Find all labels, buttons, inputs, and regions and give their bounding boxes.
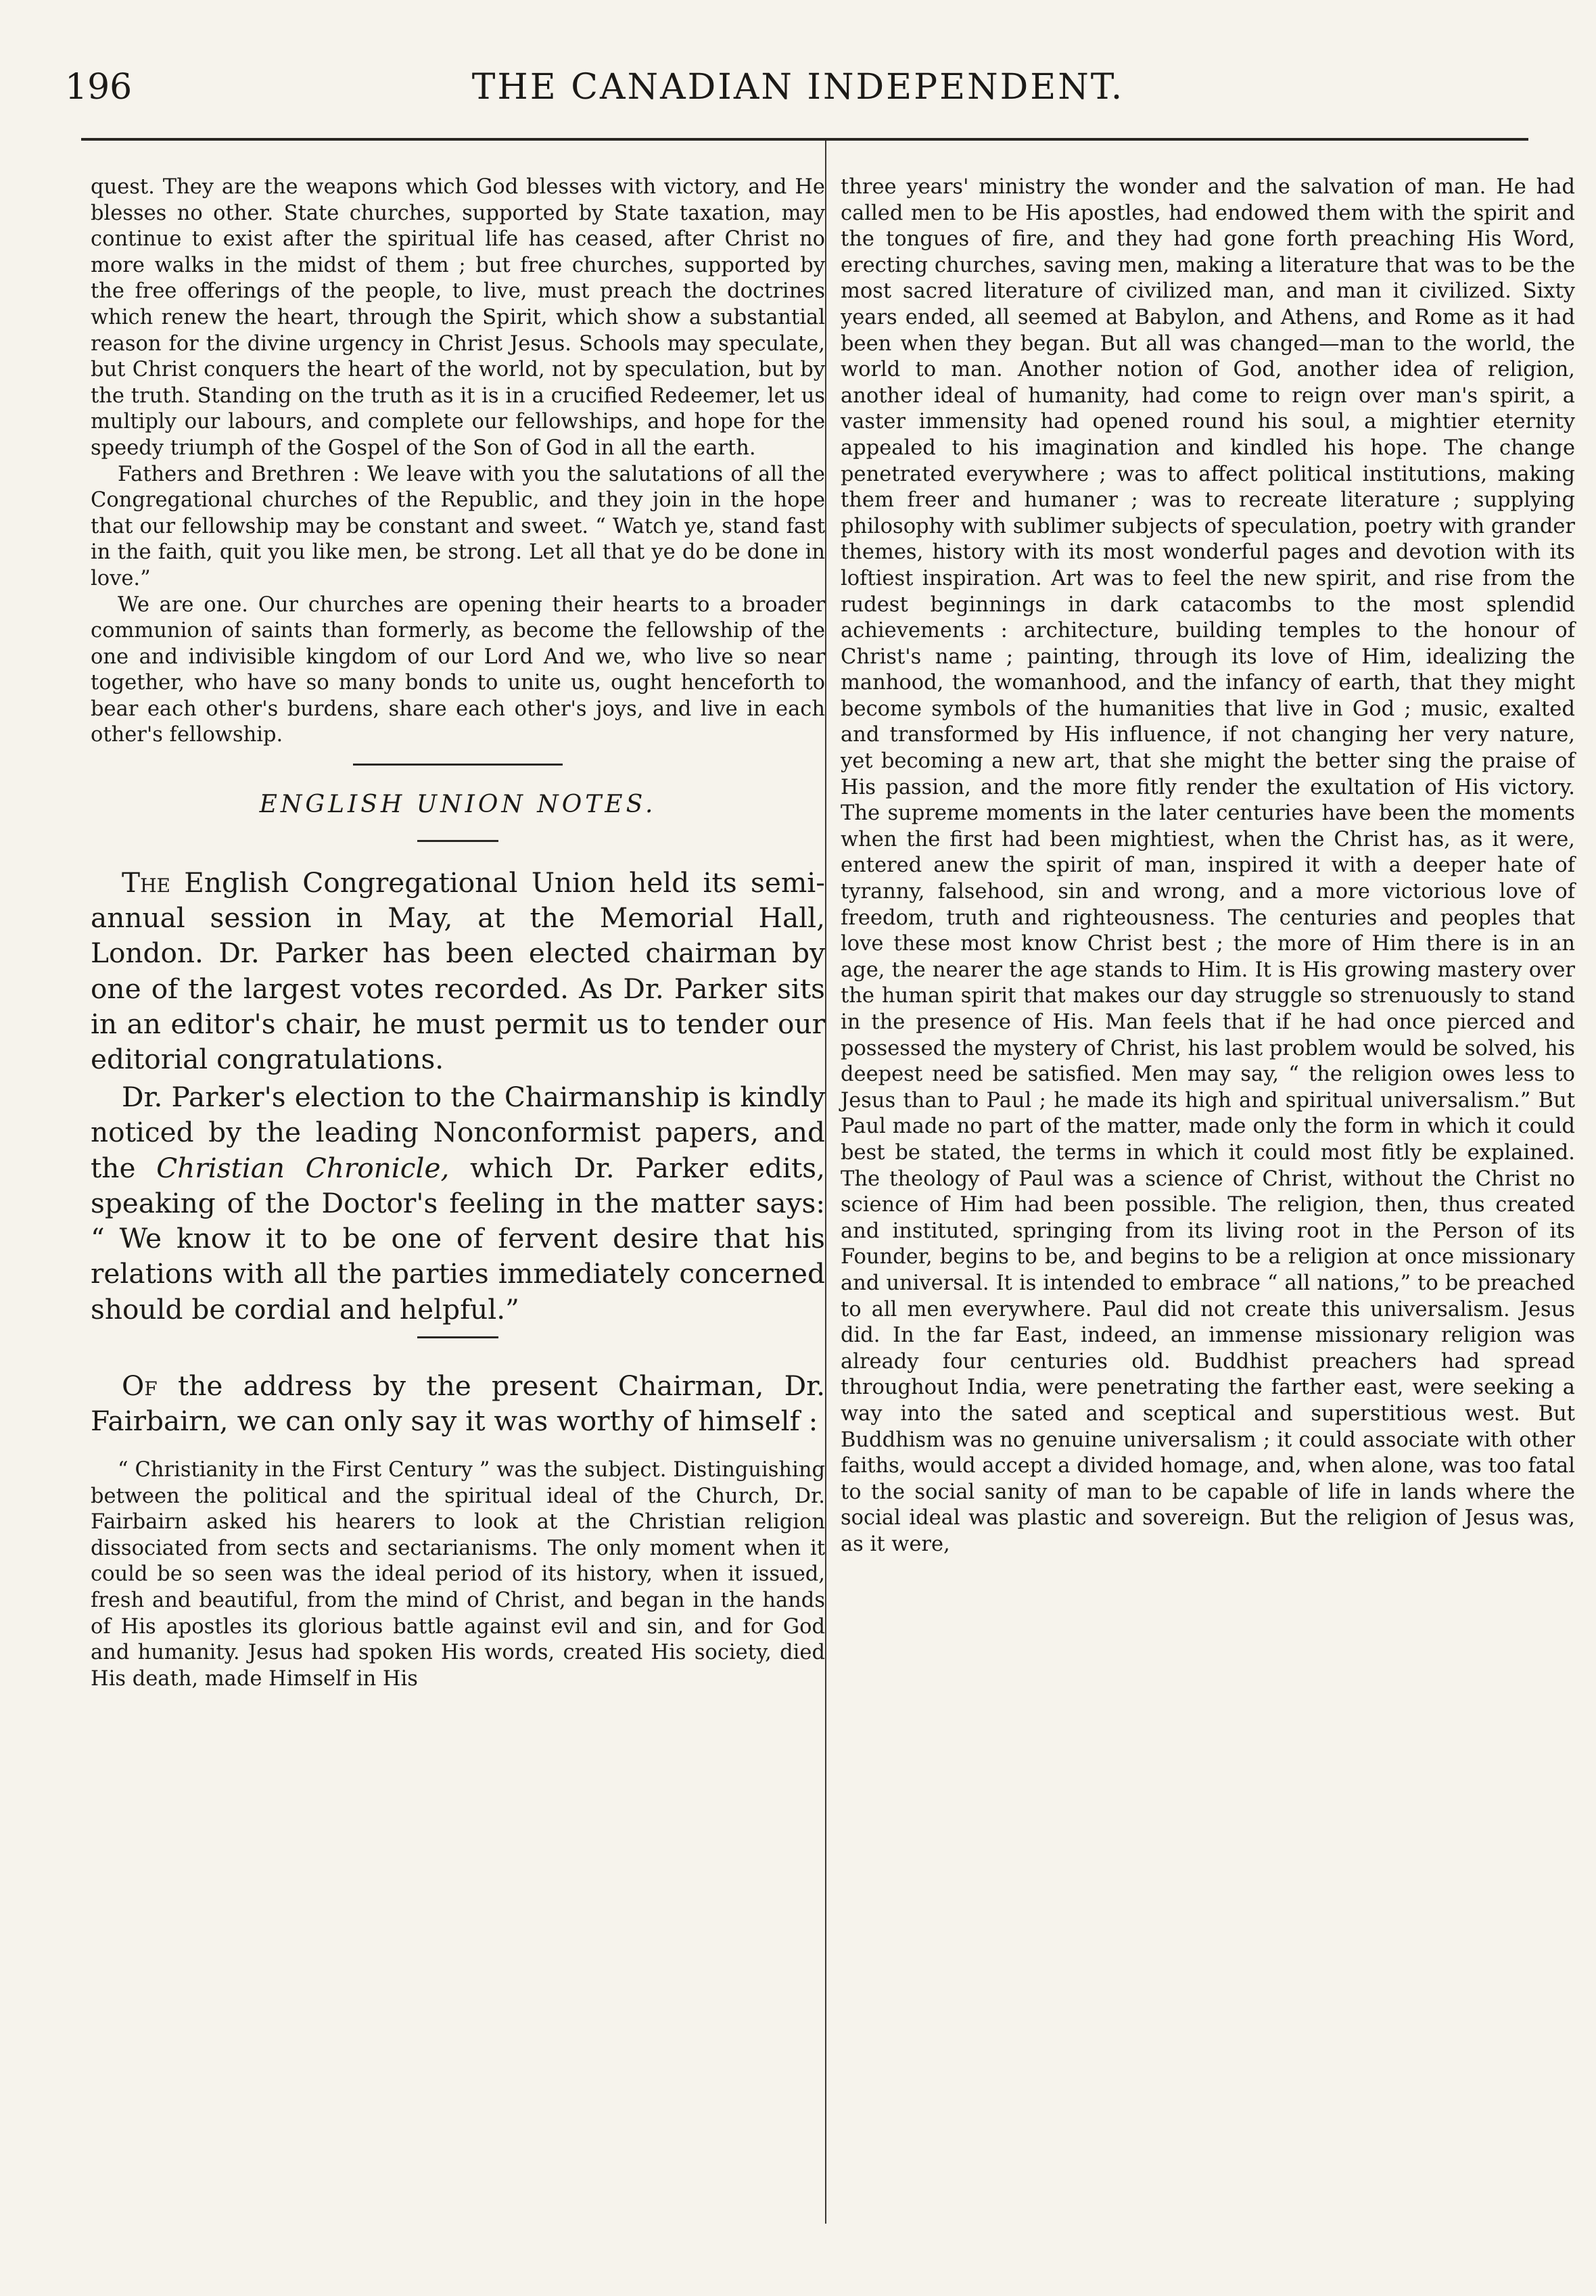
- paragraph: Fathers and Brethren : We leave with you the salutations of all the Congregational churches of the Republic, and they join in the hope that our fellowship may be constant and sweet. “ Watch ye, stand fast in the faith, quit you like men, be strong. Let all that ye do be done in love.”: [91, 462, 825, 590]
- column-divider: [825, 141, 826, 2224]
- paragraph: quest. They are the weapons which God blesses with victory, and He blesses no other. State churches, supported by State taxation, may continue to exist after the spiritual life has ceased, after Christ no more walks in the midst of them ; but free churches, supported by the free offerings of the people, to live, must preach the doctrines which renew the heart, through the Spirit, which show a substantial reason for the divine urgency in Christ Jesus. Schools may speculate, but Christ conquers the heart of the world, not by speculation, but by the truth. Standing on the truth as it is in a crucified Redeemer, let us multiply our labours, and complete our fellowships, and hope for the speedy triumph of the Gospel of the Son of God in all the earth.: [91, 175, 825, 460]
- lead-word: The: [122, 866, 170, 899]
- section-rule: [353, 764, 563, 766]
- paragraph-text: which Dr. Parker edits, speaking of the Doctor's feeling in the matter says: “ We know it to be one of fervent desire that his relations with all the parties immediately concerned should be cordial and helpful.”: [91, 1151, 825, 1326]
- paragraph-text: English Congregational Union held its semi-annual session in May, at the Memorial Hall, London. Dr. Parker has been elected chairman by one of the largest votes recorded. As Dr. Parker sits in an editor's chair, he must permit us to tender our editorial congratulations.: [91, 866, 825, 1076]
- short-rule: [417, 1336, 498, 1338]
- lead-word: Of: [122, 1369, 158, 1402]
- address-quote: [91, 1457, 825, 1692]
- short-rule: [417, 840, 498, 842]
- paragraph: [91, 1079, 825, 1326]
- paragraph: three years' ministry the wonder and the salvation of man. He had called men to be His apostles, had endowed them with the spirit and the tongues of fire, and they had gone forth preaching His Word, erecting churches, saving men, making a literature that was to be the most sacred literature of civilized man, and man it civilized. Sixty years ended, all seemed at Babylon, and Athens, and Rome as it had been when they began. But all was changed—man to the world, the world to man. Another notion of God, another idea of religion, another ideal of humanity, had come to reign over man's spirit, a vaster immensity had opened round his soul, a mightier eternity appealed to his imagination and kindled his hope. The change penetrated everywhere ; was to affect political institutions, making them freer and humaner ; was to recreate literature ; supplying philosophy with sublimer subjects of speculation, poetry with grander themes, history with its most wonderful pages and devotion with its loftiest inspiration. Art was to feel the new spirit, and rise from the rudest beginnings in dark catacombs to the most splendid achievements : architecture, building temples to the honour of Christ's name ; painting, through its love of Him, idealizing the manhood, the womanhood, and the infancy of earth, that they might become symbols of the humanities that live in God ; music, exalted and transformed by His influence, if not changing her very nature, yet becoming a new art, that she might the better sing the praise of His passion, and the more fitly render the exultation of His victory. The supreme moments in the later centuries have been the moments when the first had been mightiest, when the Christ has, as it were, entered anew the spirit of man, inspired it with a deeper hate of tyranny, falsehood, sin and wrong, and a more victorious love of freedom, truth and righteousness. The centuries and peoples that love these most know Christ best ; the more of Him there is in an age, the nearer the age stands to Him. It is His growing mastery over the human spirit that makes our day struggle so strenuously to stand in the presence of His. Man feels that if he had once pierced and possessed the mystery of Christ, his last problem would be solved, his deepest need be satisfied. Men may say, “ the religion owes less to Jesus than to Paul ; he made its high and spiritual universalism.” But Paul made no part of the matter, made only the form in which it could best be stated, the terms in which it could most fitly be explained. The theology of Paul was a science of Christ, without the Christ no science of Him had been possible. The religion, then, thus created and instituted, springing from its living root in the Person of its Founder, begins to be, and begins to be a religion at once missionary and universal. It is intended to embrace “ all nations,” to be preached to all men everywhere. Paul did not create this universalism. Jesus did. In the far East, indeed, an immense missionary religion was already four centuries old. Buddhist preachers had spread throughout India, were penetrating the farther east, were seeking a way into the sated and sceptical and superstitious west. But Buddhism was no genuine universalism ; it could associate with other faiths, would accept a divided homage, and, when alone, was too fatal to the social sanity of man to be capable of life in lands where the social ideal was plastic and sovereign. But the religion of Jesus was, as it were,: [841, 175, 1575, 1556]
- left-column: [91, 174, 825, 1692]
- paragraph: [91, 865, 825, 1077]
- section-title: ENGLISH UNION NOTES.: [259, 791, 657, 819]
- english-union-notes: [91, 865, 825, 1438]
- right-column: [841, 174, 1575, 1557]
- paragraph-text: Dr. Parker's election to the Chairmanship is kindly noticed by the leading Nonconformist papers, and the: [91, 1081, 825, 1184]
- publication-name: Christian Chronicle,: [156, 1151, 450, 1184]
- paragraph: We are one. Our churches are opening their hearts to a broader communion of saints than formerly, as become the fellowship of the one and indivisible kingdom of our Lord And we, who live so near together, who have so many bonds to unite us, ought henceforth to bear each other's burdens, share each other's joys, and live in each other's fellowship.: [91, 592, 825, 747]
- paragraph: “ Christianity in the First Century ” was the subject. Distinguishing between the political and the spiritual ideal of the Church, Dr. Fairbairn asked his hearers to look at the Christian religion dissociated from sects and sectarianisms. The only moment when it could be so seen was the ideal period of its history, when it issued, fresh and beautiful, from the mind of Christ, and began in the hands of His apostles its glorious battle against evil and sin, and for God and humanity. Jesus had spoken His words, created His society, died His death, made Himself in His: [91, 1458, 825, 1691]
- header-rule: [81, 138, 1528, 141]
- page-number: 196: [65, 67, 133, 108]
- paragraph-text: the address by the present Chairman, Dr. Fairbairn, we can only say it was worthy of himself :: [91, 1369, 825, 1437]
- page-title: THE CANADIAN INDEPENDENT.: [471, 67, 1125, 108]
- page-header: [65, 58, 1531, 116]
- paragraph: [91, 1368, 825, 1438]
